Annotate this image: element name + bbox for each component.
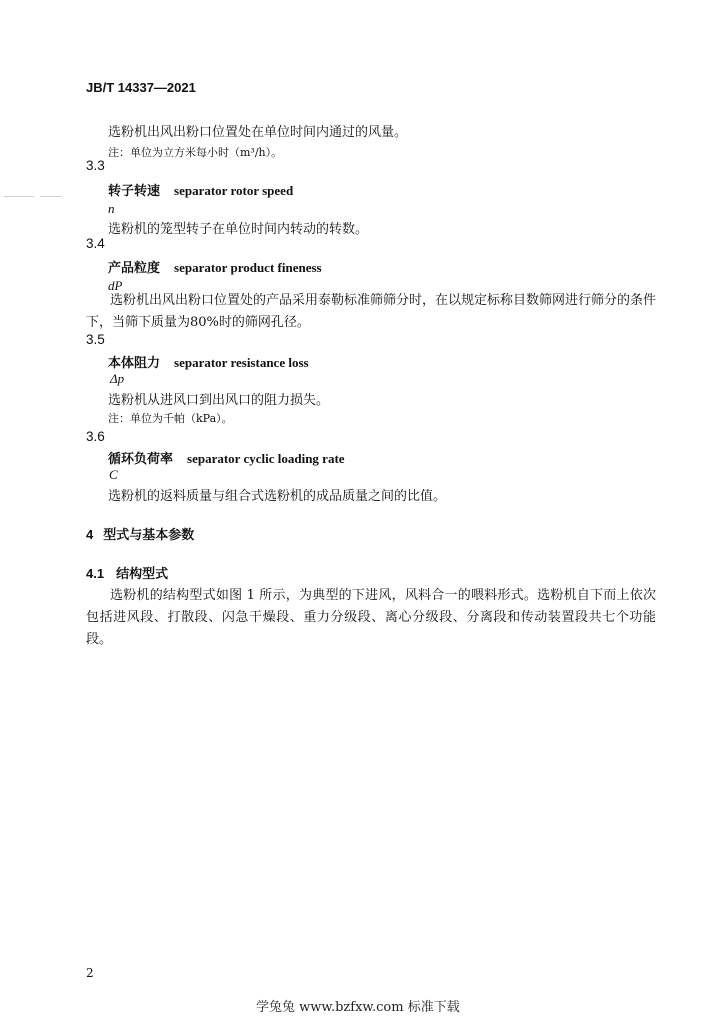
scan-mark [4,196,34,197]
section-number: 3.4 [86,236,105,251]
term-symbol: Δp [110,371,125,386]
chapter-heading [86,524,194,543]
term-english: separator rotor speed [174,183,294,198]
note-text: 注：单位为立方米每小时（m³/h）。 [108,146,283,159]
standard-number: JB/T 14337—2021 [86,80,196,95]
chapter-title: 型式与基本参数 [103,527,195,542]
section-title: 结构型式 [116,566,169,581]
scan-mark [40,196,62,197]
term-heading [108,448,345,467]
definition-text: 选粉机从进风口到出风口的阻力损失。 [108,393,330,408]
term-heading [108,257,322,276]
term-chinese: 本体阻力 [108,356,161,371]
term-english: separator product fineness [174,260,322,275]
term-english: separator cyclic loading rate [187,451,345,466]
term-heading [108,352,309,371]
page-number: 2 [86,966,94,980]
definition-text: 选粉机的笼型转子在单位时间内转动的转数。 [108,222,369,237]
section-number: 3.6 [86,429,105,444]
body-paragraph: 选粉机的结构型式如图 1 所示，为典型的下进风，风料合一的喂料形式。选粉机自下而上依次包括进风段、打散段、闪急干燥段、重力分级段、离心分级段、分离段和传动装置段共七个功能段。 [86,588,656,647]
footer-watermark: 学兔兔 www.bzfxw.com 标准下载 [256,1000,460,1015]
term-symbol: C [109,467,118,482]
term-english: separator resistance loss [174,355,309,370]
term-chinese: 产品粒度 [108,261,161,276]
chapter-number: 4 [86,527,94,542]
section-number: 3.5 [86,332,105,347]
section-number: 3.3 [86,158,105,173]
definition-text: 选粉机出风出粉口位置处在单位时间内通过的风量。 [108,125,408,140]
term-symbol: n [108,201,115,216]
note-text: 注：单位为千帕（kPa）。 [108,412,233,425]
term-heading [108,180,293,199]
term-chinese: 循环负荷率 [108,452,174,467]
section-number: 4.1 [86,566,105,581]
section-heading [86,563,168,582]
definition-paragraph: 选粉机出风出粉口位置处的产品采用泰勒标准筛筛分时，在以规定标称目数筛网进行筛分的条件下，当筛下质量为80%时的筛网孔径。 [86,293,657,330]
definition-text: 选粉机的返料质量与组合式选粉机的成品质量之间的比值。 [108,489,447,504]
term-chinese: 转子转速 [108,184,161,199]
term-symbol: dP [108,278,123,293]
